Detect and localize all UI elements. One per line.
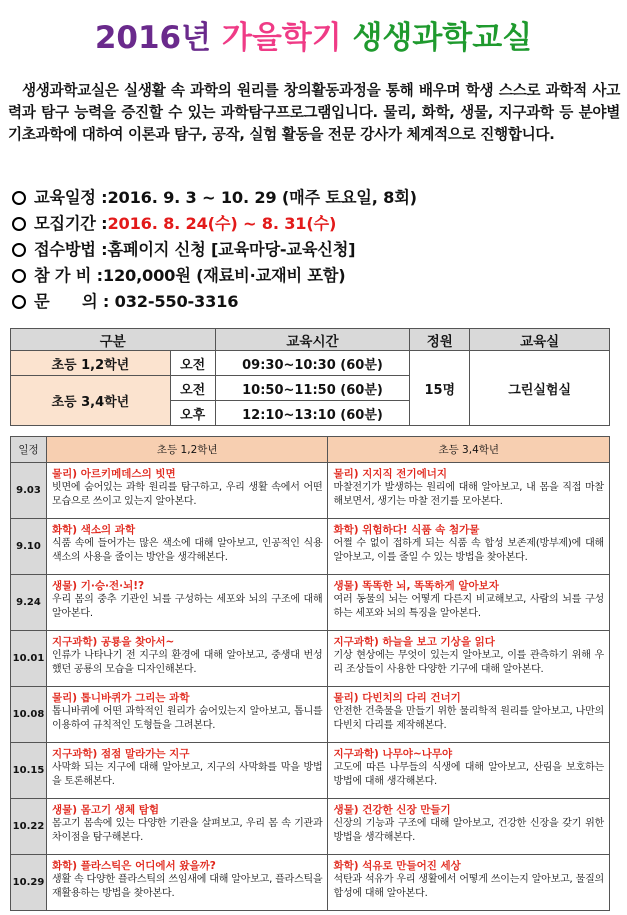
capacity-value: 15명 bbox=[410, 351, 470, 426]
lesson-title: 지구과학) 하늘을 보고 기상을 읽다 bbox=[333, 636, 495, 648]
schedule-row bbox=[11, 351, 610, 376]
time-slot-3: 12:10~13:10 (60분) bbox=[215, 401, 410, 426]
grade-34-lesson bbox=[328, 743, 610, 799]
schedule-header-row bbox=[11, 329, 610, 351]
grade-12-lesson bbox=[46, 743, 328, 799]
lesson-description: 석탄과 석유가 우리 생활에서 어떻게 쓰이는지 알아보고, 물질의 합성에 대해 알아본다. bbox=[333, 874, 604, 899]
curriculum-row bbox=[11, 631, 610, 687]
info-value: 2016. 9. 3 ~ 10. 29 (매주 토요일, 8회) bbox=[107, 188, 417, 207]
period-am: 오전 bbox=[170, 376, 215, 401]
header-day: 일정 bbox=[11, 437, 47, 463]
session-date: 10.01 bbox=[11, 631, 47, 687]
title-season: 가을학기 bbox=[221, 20, 342, 56]
curriculum-row bbox=[11, 463, 610, 519]
page-title bbox=[0, 12, 627, 57]
curriculum-row bbox=[11, 519, 610, 575]
lesson-description: 빗면에 숨어있는 과학 원리를 탐구하고, 우리 생활 속에서 어떤 모습으로 쓰이고 있는지 알아본다. bbox=[51, 482, 323, 507]
circle-bullet-icon bbox=[12, 269, 26, 283]
session-date: 10.22 bbox=[11, 799, 47, 855]
grade-34-lesson bbox=[328, 799, 610, 855]
schedule-table bbox=[10, 328, 610, 426]
lesson-title: 물리) 톱니바퀴가 그리는 과학 bbox=[51, 692, 190, 704]
lesson-description: 안전한 건축물을 만들기 위한 물리학적 원리를 알아보고, 나만의 다빈치 다리를 제작해본다. bbox=[333, 706, 604, 731]
info-label: 모집기간 : bbox=[34, 214, 108, 233]
curriculum-body bbox=[11, 463, 610, 911]
lesson-title: 생물) 몸고기 생체 탐험 bbox=[51, 804, 160, 816]
grade-12-lesson bbox=[46, 631, 328, 687]
lesson-description: 마찰전기가 발생하는 원리에 대해 알아보고, 내 몸을 직접 마찰해보면서, 생기는 마찰 전기를 모아본다. bbox=[333, 482, 604, 507]
curriculum-table bbox=[10, 436, 610, 911]
lesson-title: 물리) 지지직 전기에너지 bbox=[333, 468, 448, 480]
lesson-title: 물리) 아르키메데스의 빗면 bbox=[51, 468, 176, 480]
curriculum-row bbox=[11, 575, 610, 631]
info-label: 교육일정 : bbox=[34, 188, 108, 207]
lesson-description: 기상 현상에는 무엇이 있는지 알아보고, 이를 관측하기 위해 우리 조상들이 사용한 다양한 기구에 대해 알아본다. bbox=[333, 650, 604, 675]
time-slot-1: 09:30~10:30 (60분) bbox=[215, 351, 410, 376]
lesson-title: 생물) 건강한 신장 만들기 bbox=[333, 804, 451, 816]
lesson-description: 인류가 나타나기 전 지구의 환경에 대해 알아보고, 중생대 번성했던 공룡의 모습을 디자인해본다. bbox=[51, 650, 323, 675]
grade-12-lesson bbox=[46, 687, 328, 743]
info-value: 2016. 8. 24(수) ~ 8. 31(수) bbox=[107, 214, 337, 233]
lesson-title: 생물) 똑똑한 뇌, 똑똑하게 알아보자 bbox=[333, 580, 499, 592]
lesson-description: 몸고기 몸속에 있는 다양한 기관을 살펴보고, 우리 몸 속 기관과 차이점을 탐구해본다. bbox=[51, 818, 323, 843]
session-date: 9.24 bbox=[11, 575, 47, 631]
circle-bullet-icon bbox=[12, 191, 26, 205]
header-group: 구분 bbox=[11, 329, 216, 351]
lesson-description: 식품 속에 들어가는 많은 색소에 대해 알아보고, 인공적인 식용 색소의 사용을 줄이는 방안을 생각해본다. bbox=[51, 538, 323, 563]
info-label: 참 가 비 : bbox=[34, 266, 103, 285]
grade-34-lesson bbox=[328, 687, 610, 743]
grade-12-lesson bbox=[46, 519, 328, 575]
lesson-title: 화학) 플라스틱은 어디에서 왔을까? bbox=[51, 860, 216, 872]
session-date: 9.10 bbox=[11, 519, 47, 575]
info-contact bbox=[12, 289, 622, 315]
lesson-title: 생물) 기·승·전·뇌!? bbox=[51, 580, 145, 592]
header-time: 교육시간 bbox=[215, 329, 410, 351]
grade-12-lesson bbox=[46, 799, 328, 855]
curriculum-row bbox=[11, 687, 610, 743]
lesson-description: 톱니바퀴에 어떤 과학적인 원리가 숨어있는지 알아보고, 톱니를 이용하여 규칙적인 도형들을 그려본다. bbox=[51, 706, 323, 731]
curriculum-row bbox=[11, 799, 610, 855]
lesson-title: 물리) 다빈치의 다리 건너기 bbox=[333, 692, 461, 704]
header-grade-12: 초등 1,2학년 bbox=[46, 437, 328, 463]
title-program: 생생과학교실 bbox=[352, 20, 533, 56]
lesson-description: 어쩔 수 없이 접하게 되는 식품 속 합성 보존제(방부제)에 대해 알아보고, 이를 줄일 수 있는 방법을 찾아본다. bbox=[333, 538, 604, 563]
info-schedule bbox=[12, 185, 622, 211]
curriculum-row bbox=[11, 855, 610, 911]
header-grade-34: 초등 3,4학년 bbox=[328, 437, 610, 463]
grade-34-lesson bbox=[328, 519, 610, 575]
grade-34-lesson bbox=[328, 855, 610, 911]
room-value: 그린실험실 bbox=[470, 351, 610, 426]
session-date: 9.03 bbox=[11, 463, 47, 519]
grade-12-lesson bbox=[46, 463, 328, 519]
info-application bbox=[12, 237, 622, 263]
lesson-title: 화학) 색소의 과학 bbox=[51, 524, 136, 536]
info-label: 문 의 : bbox=[34, 292, 115, 311]
session-date: 10.15 bbox=[11, 743, 47, 799]
grade-12-lesson bbox=[46, 575, 328, 631]
header-capacity: 정원 bbox=[410, 329, 470, 351]
title-year: 2016년 bbox=[94, 20, 212, 56]
circle-bullet-icon bbox=[12, 217, 26, 231]
lesson-title: 화학) 위험하다! 식품 속 첨가물 bbox=[333, 524, 480, 536]
lesson-description: 우리 몸의 중추 기관인 뇌를 구성하는 세포와 뇌의 구조에 대해 알아본다. bbox=[51, 594, 323, 619]
info-recruit-period bbox=[12, 211, 622, 237]
lesson-title: 지구과학) 공룡을 찾아서~ bbox=[51, 636, 175, 648]
lesson-description: 생활 속 다양한 플라스틱의 쓰임새에 대해 알아보고, 플라스틱을 재활용하는 방법을 찾아본다. bbox=[51, 874, 323, 899]
grade-34-label: 초등 3,4학년 bbox=[11, 376, 171, 426]
lesson-description: 신장의 기능과 구조에 대해 알아보고, 건강한 신장을 갖기 위한 방법을 생각해본다. bbox=[333, 818, 604, 843]
info-value: 홈페이지 신청 [교육마당-교육신청] bbox=[107, 240, 356, 259]
info-value: 120,000원 (재료비·교재비 포함) bbox=[102, 266, 346, 285]
curriculum-header-row bbox=[11, 437, 610, 463]
lesson-title: 화학) 석유로 만들어진 세상 bbox=[333, 860, 461, 872]
info-label: 접수방법 : bbox=[34, 240, 108, 259]
grade-12-lesson bbox=[46, 855, 328, 911]
grade-12-label: 초등 1,2학년 bbox=[11, 351, 171, 376]
lesson-description: 사막화 되는 지구에 대해 알아보고, 지구의 사막화를 막을 방법을 토론해본다. bbox=[51, 762, 323, 787]
lesson-title: 지구과학) 점점 말라가는 지구 bbox=[51, 748, 190, 760]
info-fee bbox=[12, 263, 622, 289]
lesson-description: 여러 동물의 뇌는 어떻게 다른지 비교해보고, 사람의 뇌를 구성하는 세포와 뇌의 특징을 알아본다. bbox=[333, 594, 604, 619]
lesson-description: 고도에 따른 나무들의 식생에 대해 알아보고, 산림을 보호하는 방법에 대해 생각해본다. bbox=[333, 762, 604, 787]
period-pm: 오후 bbox=[170, 401, 215, 426]
time-slot-2: 10:50~11:50 (60분) bbox=[215, 376, 410, 401]
curriculum-row bbox=[11, 743, 610, 799]
grade-34-lesson bbox=[328, 463, 610, 519]
session-date: 10.08 bbox=[11, 687, 47, 743]
period-am: 오전 bbox=[170, 351, 215, 376]
circle-bullet-icon bbox=[12, 243, 26, 257]
intro-paragraph: 생생과학교실은 실생활 속 과학의 원리를 창의활동과정을 통해 배우며 학생 스스로 과학적 사고력과 탐구 능력을 증진할 수 있는 과학탐구프로그램입니다. 물리, 화학, 생물, 지구과학 등 분야별 기초과학에 대하여 이론과 탐구, 공작, 실험 활동을 전문 강사가 체계적으로 진행합니다. bbox=[8, 82, 620, 143]
info-list bbox=[12, 185, 622, 315]
header-room: 교육실 bbox=[470, 329, 610, 351]
lesson-title: 지구과학) 나무야~나무야 bbox=[333, 748, 453, 760]
session-date: 10.29 bbox=[11, 855, 47, 911]
info-value: 032-550-3316 bbox=[114, 292, 239, 311]
circle-bullet-icon bbox=[12, 295, 26, 309]
grade-34-lesson bbox=[328, 575, 610, 631]
grade-34-lesson bbox=[328, 631, 610, 687]
